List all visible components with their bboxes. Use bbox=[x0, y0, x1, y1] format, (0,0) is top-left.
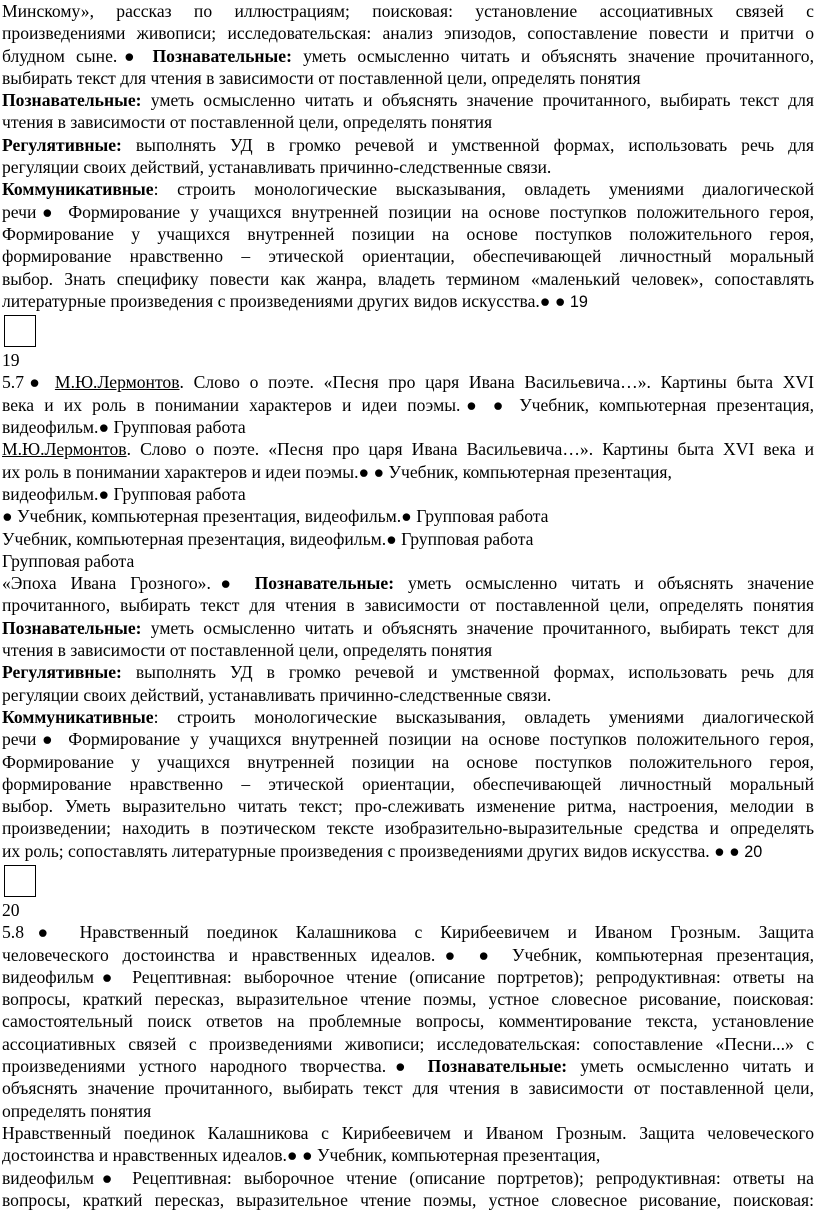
author-link: М.Ю.Лермонтов bbox=[2, 439, 127, 460]
text-line: Коммуникативные: строить монологические высказывания, овладеть умениями диалогической bbox=[2, 179, 814, 200]
text-line: чтения в зависимости от поставленной цели, определять понятия bbox=[2, 112, 493, 133]
text-line: ● Учебник, компьютерная презентация, видеофильм.● Групповая работа bbox=[2, 506, 549, 527]
text-line: Регулятивные: выполнять УД в громко речевой и умственной формах, использовать речь для bbox=[2, 662, 814, 683]
text-line: чтения в зависимости от поставленной цели, определять понятия bbox=[2, 640, 493, 661]
bullet-icon: ● bbox=[492, 394, 510, 415]
bullet-icon: ● bbox=[98, 417, 110, 438]
bullet-icon: ● bbox=[2, 506, 13, 527]
text-line: 5.7● М.Ю.Лермонтов. Слово о поэте. «Песня про царя Ивана Васильевича…». Картины быта XVI bbox=[2, 372, 814, 393]
text-line: речи● Формирование у учащихся внутренней позиции на основе поступков положительного героя, bbox=[2, 729, 814, 750]
text-line: Познавательные: уметь осмысленно читать и объяснять значение прочитанного, выбирать текст для bbox=[2, 617, 814, 638]
page-number: 20 bbox=[744, 842, 763, 861]
text-line: определять понятия bbox=[2, 1100, 152, 1121]
bullet-icon: ● bbox=[435, 944, 465, 965]
text-line: видеофильм.● Групповая работа bbox=[2, 483, 246, 504]
bullet-icon: ● bbox=[24, 372, 46, 393]
bullet-icon: ● bbox=[729, 840, 740, 861]
text-line: М.Ю.Лермонтов. Слово о поэте. «Песня про царя Ивана Васильевича…». Картины быта XVI века и bbox=[2, 439, 814, 460]
page-box-icon bbox=[4, 315, 36, 347]
text-line: видеофильм● Рецептивная: выборочное чтение (описание портретов); репродуктивная: ответы на bbox=[2, 966, 814, 987]
author-link: М.Ю.Лермонтов bbox=[54, 372, 180, 393]
bold-label: Познавательные: bbox=[152, 45, 292, 66]
text-line: самостоятельный поиск ответов на проблемные вопросы, комментирование текста, установление bbox=[2, 1011, 814, 1032]
bullet-icon: ● bbox=[460, 394, 483, 415]
text-line: выбор. Уметь выразительно читать текст; про-слеживать изменение ритма, настроения, мелодии в bbox=[2, 796, 814, 817]
text-line: Нравственный поединок Калашникова с Кирибеевичем и Иваном Грозным. Защита человеческого bbox=[2, 1122, 814, 1143]
bullet-icon: ● bbox=[358, 461, 370, 482]
text-line: Формирование у учащихся внутренней позиции на основе поступков положительного героя, bbox=[2, 751, 814, 772]
bullet-icon: ● bbox=[539, 290, 551, 311]
page-number: 20 bbox=[2, 899, 20, 920]
page-box-icon bbox=[4, 865, 36, 897]
bullet-icon: ● bbox=[286, 1145, 298, 1166]
bullet-icon: ● bbox=[210, 573, 241, 594]
bold-label: Коммуникативные bbox=[2, 706, 154, 727]
bullet-icon: ● bbox=[373, 461, 385, 482]
text-line: регуляции своих действий, устанавливать причинно-следственные связи. bbox=[2, 157, 552, 178]
bullet-icon: ● bbox=[401, 506, 412, 527]
text-line: речи● Формирование у учащихся внутренней позиции на основе поступков положительного героя, bbox=[2, 201, 814, 222]
bullet-icon: ● bbox=[36, 201, 59, 222]
bold-label: Познавательные: bbox=[427, 1056, 568, 1077]
text-line: вопросы, краткий пересказ, выразительное чтение поэмы, устное словесное рисование, поисковая: bbox=[2, 1189, 814, 1210]
text-line: прочитанного, выбирать текст для чтения в зависимости от поставленной цели, определять понятия bbox=[2, 595, 814, 616]
text-line: Познавательные: уметь осмысленно читать и объяснять значение прочитанного, выбирать текст для bbox=[2, 90, 814, 111]
bullet-icon: ● bbox=[98, 483, 110, 504]
text-line: вопросы, краткий пересказ, выразительное чтение поэмы, устное словесное рисование, поисковая: bbox=[2, 989, 814, 1010]
text-line: произведениями живописи; исследовательская: анализ эпизодов, сопоставление повести и притчи о bbox=[2, 23, 814, 44]
bullet-icon: ● bbox=[714, 840, 725, 861]
bold-label: Познавательные: bbox=[2, 90, 142, 111]
text-line: Учебник, компьютерная презентация, видеофильм.● Групповая работа bbox=[2, 528, 534, 549]
bullet-icon: ● bbox=[301, 1145, 313, 1166]
bold-label: Познавательные: bbox=[2, 617, 142, 638]
bullet-icon: ● bbox=[94, 966, 121, 987]
bold-label: Коммуникативные bbox=[2, 179, 154, 200]
bullet-icon: ● bbox=[24, 922, 62, 943]
text-line: достоинства и нравственных идеалов.● ● Учебник, компьютерная презентация, bbox=[2, 1145, 601, 1166]
bullet-icon: ● bbox=[554, 290, 566, 311]
bold-label: Регулятивные: bbox=[2, 134, 122, 155]
text-line: Коммуникативные: строить монологические высказывания, овладеть умениями диалогической bbox=[2, 706, 814, 727]
text-line: блудном сыне.● Познавательные: уметь осмысленно читать и объяснять значение прочитанного, bbox=[2, 45, 814, 66]
text-line: Групповая работа bbox=[2, 550, 135, 571]
bold-label: Регулятивные: bbox=[2, 662, 122, 683]
text-line: века и их роль в понимании характеров и идеи поэмы.● ● Учебник, компьютерная презентация, bbox=[2, 394, 814, 415]
text-line: Регулятивные: выполнять УД в громко речевой и умственной формах, использовать речь для bbox=[2, 134, 814, 155]
bullet-icon: ● bbox=[478, 944, 499, 965]
text-line: человеческого достоинства и нравственных идеалов.● ● Учебник, компьютерная презентация, bbox=[2, 944, 814, 965]
text-line: Минскому», рассказ по иллюстрациям; поисковая: установление ассоциативных связей с bbox=[2, 1, 814, 21]
text-line: выбор. Знать специфику повести как жанра, владеть термином «маленький человек», сопоставлять bbox=[2, 268, 814, 289]
text-line: выбирать текст для чтения в зависимости от поставленной цели, определять понятия bbox=[2, 67, 641, 88]
text-line: формирование нравственно – этической ориентации, обеспечивающей личностный моральный bbox=[2, 246, 814, 267]
text-line: регуляции своих действий, устанавливать причинно-следственные связи. bbox=[2, 684, 552, 705]
text-line: их роль; сопоставлять литературные произведения с произведениями других видов искусства. ● ● 20 bbox=[2, 840, 763, 861]
text-line: видеофильм● Рецептивная: выборочное чтение (описание портретов); репродуктивная: ответы на bbox=[2, 1167, 814, 1188]
bullet-icon: ● bbox=[386, 528, 397, 549]
text-line: 5.8● Нравственный поединок Калашникова с Кирибеевичем и Иваном Грозным. Защита bbox=[2, 922, 814, 943]
text-line: произведениями устного народного творчества.● Познавательные: уметь осмысленно читать и bbox=[2, 1056, 814, 1077]
page-number: 19 bbox=[569, 292, 588, 311]
text-line: литературные произведения с произведениями других видов искусства.● ● 19 bbox=[2, 290, 588, 311]
text-line: произведении; находить в поэтическом тексте изобразительно-выразительные средства и определять bbox=[2, 818, 814, 839]
bullet-icon: ● bbox=[117, 45, 142, 66]
bullet-icon: ● bbox=[386, 1056, 415, 1077]
text-line: видеофильм.● Групповая работа bbox=[2, 417, 246, 438]
text-line: формирование нравственно – этической ориентации, обеспечивающей личностный моральный bbox=[2, 773, 814, 794]
page-number: 19 bbox=[2, 350, 20, 371]
bullet-icon: ● bbox=[36, 729, 59, 750]
bullet-icon: ● bbox=[94, 1167, 121, 1188]
text-line: ассоциативных связей с произведениями живописи; исследовательская: сопоставление «Песни...» с bbox=[2, 1033, 814, 1054]
text-line: «Эпоха Ивана Грозного».● Познавательные: уметь осмысленно читать и объяснять значение bbox=[2, 573, 814, 594]
text-line: объяснять значение прочитанного, выбирать текст для чтения в зависимости от поставленной цели, bbox=[2, 1078, 814, 1099]
text-line: Формирование у учащихся внутренней позиции на основе поступков положительного героя, bbox=[2, 223, 814, 244]
bold-label: Познавательные: bbox=[254, 573, 395, 594]
text-line: их роль в понимании характеров и идеи поэмы.● ● Учебник, компьютерная презентация, bbox=[2, 461, 672, 482]
